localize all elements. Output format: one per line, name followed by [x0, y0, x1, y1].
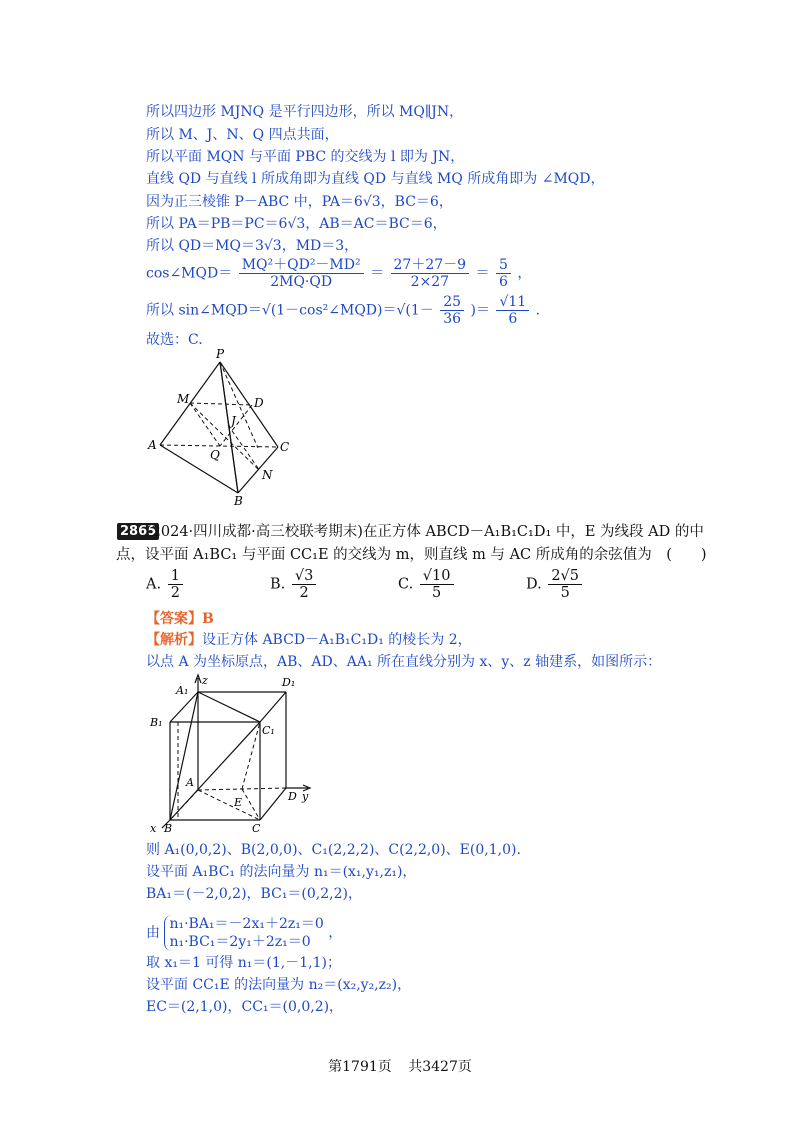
- fraction: $\frac{√11}{6}$: [496, 294, 529, 327]
- option-c: C. $\frac{√10}{5}$: [398, 568, 456, 601]
- equation-system: 由 n₁·BA₁＝－2x₁＋2z₁＝0 n₁·BC₁＝2y₁＋2z₁＝0 ，: [146, 916, 343, 950]
- figure-label: A: [148, 438, 157, 452]
- solution-line: 所以 PA＝PB＝PC＝6√3，AB＝AC＝BC＝6，: [146, 216, 447, 232]
- fraction: $\frac{\text{MQ²＋QD²－MD²}}{2MQ\cdot QD}$: [239, 257, 364, 290]
- analysis-line: BA₁＝(－2,0,2)，BC₁＝(0,2,2)，: [146, 886, 362, 902]
- figure-label: y: [302, 790, 309, 803]
- figure-label: M: [177, 392, 190, 406]
- option-d: D. $\frac{2√5}{5}$: [526, 568, 584, 601]
- analysis-line: EC＝(2,1,0)，CC₁＝(0,0,2)，: [146, 999, 344, 1015]
- analysis-line: 【解析】设正方体 ABCD－A₁B₁C₁D₁ 的棱长为 2，: [146, 632, 472, 648]
- system-brace: n₁·BA₁＝－2x₁＋2z₁＝0 n₁·BC₁＝2y₁＋2z₁＝0: [164, 915, 323, 951]
- fraction: $\frac{25}{36}$: [440, 294, 464, 327]
- figure-label: N: [262, 468, 273, 482]
- fraction: $\frac{5}{6}$: [496, 257, 511, 290]
- page-footer: [0, 1056, 800, 1076]
- figure-label: D: [288, 790, 297, 803]
- figure-label: J: [231, 414, 236, 428]
- analysis-line: 以点 A 为坐标原点，AB、AD、AA₁ 所在直线分别为 x、y、z 轴建系，如图所示：: [146, 654, 662, 670]
- figure-label: z: [202, 674, 208, 687]
- answer-tag: 【答案】: [146, 611, 202, 627]
- fraction: $\frac{27+27-9}{2\times 27}$: [391, 257, 470, 290]
- option-a: A. $\frac{1}{2}$: [146, 568, 185, 601]
- figure-label: C₁: [262, 724, 275, 737]
- option-b: B. $\frac{√3}{2}$: [270, 568, 318, 601]
- figure-label: D₁: [282, 676, 296, 689]
- figure-label: B₁: [150, 716, 163, 729]
- solution-line: 所以四边形 MJNQ 是平行四边形，所以 MQ∥JN，: [146, 104, 464, 120]
- question-number: 2865: [117, 523, 159, 540]
- analysis-line: 则 A₁(0,0,2)、B(2,0,0)、C₁(2,2,2)、C(2,2,0)、E(0,1,0).: [146, 842, 521, 858]
- figure-label: x: [150, 822, 157, 835]
- figure-label: C: [252, 822, 261, 835]
- analysis-line: 设平面 A₁BC₁ 的法向量为 n₁＝(x₁,y₁,z₁)，: [146, 864, 417, 880]
- solution-line: 因为正三棱锥 P－ABC 中，PA＝6√3，BC＝6，: [146, 194, 453, 210]
- analysis-line: 设平面 CC₁E 的法向量为 n₂＝(x₂,y₂,z₂)，: [146, 977, 412, 993]
- page-total: 共3427页: [408, 1059, 472, 1075]
- figure-label: Q: [210, 448, 220, 462]
- tetrahedron-figure: [140, 345, 310, 505]
- answer-value: B: [202, 611, 214, 627]
- conclusion: 故选：C.: [146, 332, 203, 348]
- analysis-tag: 【解析】: [146, 632, 202, 648]
- figure-label: A: [186, 776, 194, 789]
- sin-equation: 所以 sin∠MQD＝√(1－cos²∠MQD)＝√(1－ $\frac{25}{36}$ )＝ $\frac{√11}{6}$ .: [146, 294, 541, 327]
- cube-figure: [140, 670, 340, 835]
- solution-line: 所以平面 MQN 与平面 PBC 的交线为 l 即为 JN，: [146, 149, 465, 165]
- figure-label: B: [234, 494, 243, 505]
- figure-label: A₁: [176, 684, 189, 697]
- page-number: 第1791页: [328, 1059, 392, 1075]
- solution-line: 所以 QD＝MQ＝3√3，MD＝3，: [146, 238, 359, 254]
- figure-label: E: [234, 796, 243, 809]
- answer: [146, 608, 214, 628]
- figure-label: B: [164, 822, 173, 835]
- solution-line: 直线 QD 与直线 l 所成角即为直线 QD 与直线 MQ 所成角即为 ∠MQD，: [146, 171, 605, 187]
- figure-label: P: [216, 347, 225, 361]
- solution-line: 所以 M、J、N、Q 四点共面，: [146, 127, 339, 143]
- figure-label: C: [280, 440, 290, 454]
- cos-equation: cos∠MQD＝ $\frac{\text{MQ²＋QD²－MD²}}{2MQ\cdot QD}$ ＝ $\frac{27+27-9}{2\times 27}$ ＝ $\frac{5}{6}$ ，: [146, 257, 532, 290]
- analysis-line: 取 x₁＝1 可得 n₁＝(1,－1,1)；: [146, 955, 341, 971]
- question-line: (2024·四川成都·高三校联考期末)在正方体 ABCD－A₁B₁C₁D₁ 中，E 为线段 AD 的中: [146, 524, 704, 540]
- figure-label: D: [254, 396, 264, 410]
- question-line: 点，设平面 A₁BC₁ 与平面 CC₁E 的交线为 m，则直线 m 与 AC 所成角的余弦值为 ( ): [116, 547, 707, 563]
